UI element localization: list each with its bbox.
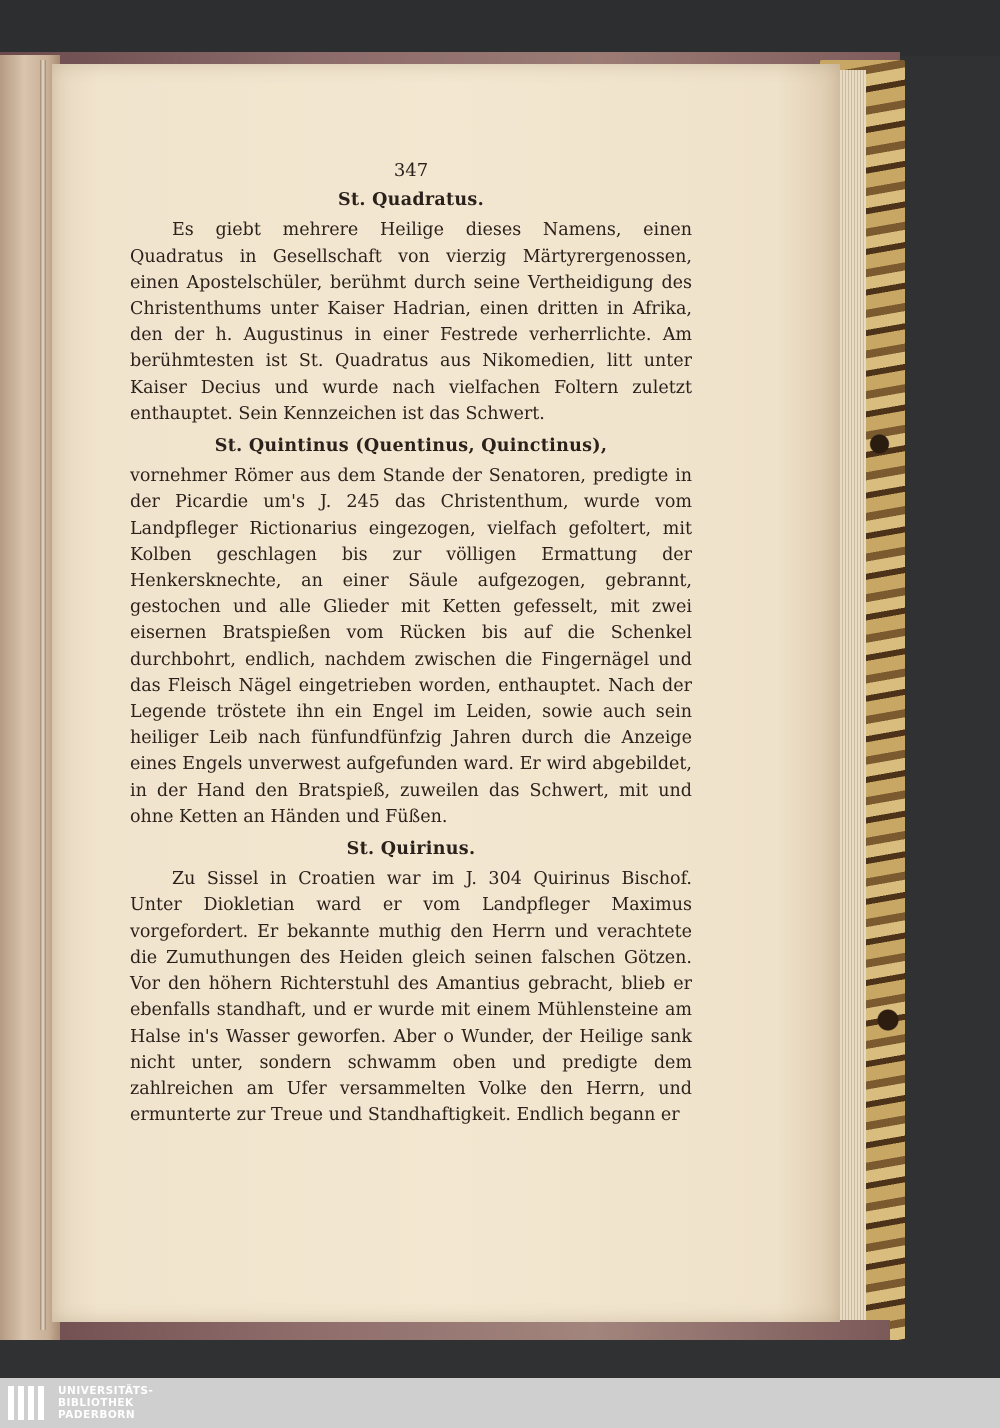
background	[0, 0, 1000, 56]
page-number: 347	[393, 160, 429, 181]
page-text	[130, 158, 692, 1134]
logo-line: BIBLIOTHEK	[58, 1397, 134, 1409]
section-heading-quadratus: St. Quadratus.	[338, 190, 484, 211]
book-cover-bottom-edge	[0, 1320, 890, 1340]
library-logo-icon	[8, 1386, 52, 1420]
page-stack-edge	[840, 70, 866, 1320]
binding-fold	[40, 60, 46, 1330]
book-cover-top-edge	[0, 52, 900, 64]
logo-line: PADERBORN	[58, 1409, 136, 1421]
logo-line: UNIVERSITÄTS-	[58, 1385, 154, 1397]
left-page-edge	[0, 55, 60, 1340]
paragraph-quintinus: vornehmer Römer aus dem Stande der Senatoren, predigte in der Picardie um's J. 245 das Christenthum, wurde vom Landpfleger Rictionarius eingezogen, vielfach gefoltert, mit Kolben geschlagen bis zur völligen Ermattung der Henkersknechte, an einer Säule aufgezogen, gebrannt, gestochen und alle Glieder mit Ketten gefesselt, mit zwei eisernen Bratspießen vom Rücken bis auf die Schenkel durchbohrt, endlich, nachdem zwischen die Fingernägel und das Fleisch Nägel eingetrieben worden, enthauptet. Nach der Legende tröstete ihn ein Engel im Leiden, sowie auch sein heiliger Leib nach fünfundfünfzig Jahren durch die Anzeige eines Engels unverwest aufgefunden ward. Er wird abgebildet, in der Hand den Bratspieß, zuweilen das Schwert, mit und ohne Ketten an Händen und Füßen.	[130, 466, 692, 827]
paragraph-quadratus: Es giebt mehrere Heilige dieses Namens, einen Quadratus in Gesellschaft von vierzig Märtyrergenossen, einen Apostelschüler, berühmt durch seine Vertheidigung des Christenthums unter Kaiser Hadrian, einen dritten in Afrika, den der h. Augustinus in einer Festrede verherrlichte. Am berühmtesten ist St. Quadratus aus Nikomedien, litt unter Kaiser Decius und wurde nach vielfachen Foltern zuletzt enthauptet. Sein Kennzeichen ist das Schwert.	[130, 220, 692, 424]
section-heading-quirinus: St. Quirinus.	[346, 839, 476, 860]
paragraph-quirinus: Zu Sissel in Croatien war im J. 304 Quirinus Bischof. Unter Diokletian ward er vom Landpfleger Maximus vorgefordert. Er bekannte muthig den Herrn und verachtete die Zumuthungen des Heiden gleich seinen falschen Götzen. Vor den höhern Richterstuhl des Amantius gebracht, blieb er ebenfalls standhaft, und er wurde mit einem Mühlensteine am Halse in's Wasser geworfen. Aber o Wunder, der Heilige sank nicht unter, sondern schwamm oben und predigte dem zahlreichen am Ufer versammelten Volke den Herrn, und ermunterte zur Treue und Standhaftigkeit. Endlich begann er	[130, 869, 692, 1126]
section-heading-quintinus: St. Quintinus (Quentinus, Quinctinus),	[214, 436, 608, 457]
library-footer-bar	[0, 1378, 1000, 1428]
library-logo-text	[58, 1385, 153, 1421]
